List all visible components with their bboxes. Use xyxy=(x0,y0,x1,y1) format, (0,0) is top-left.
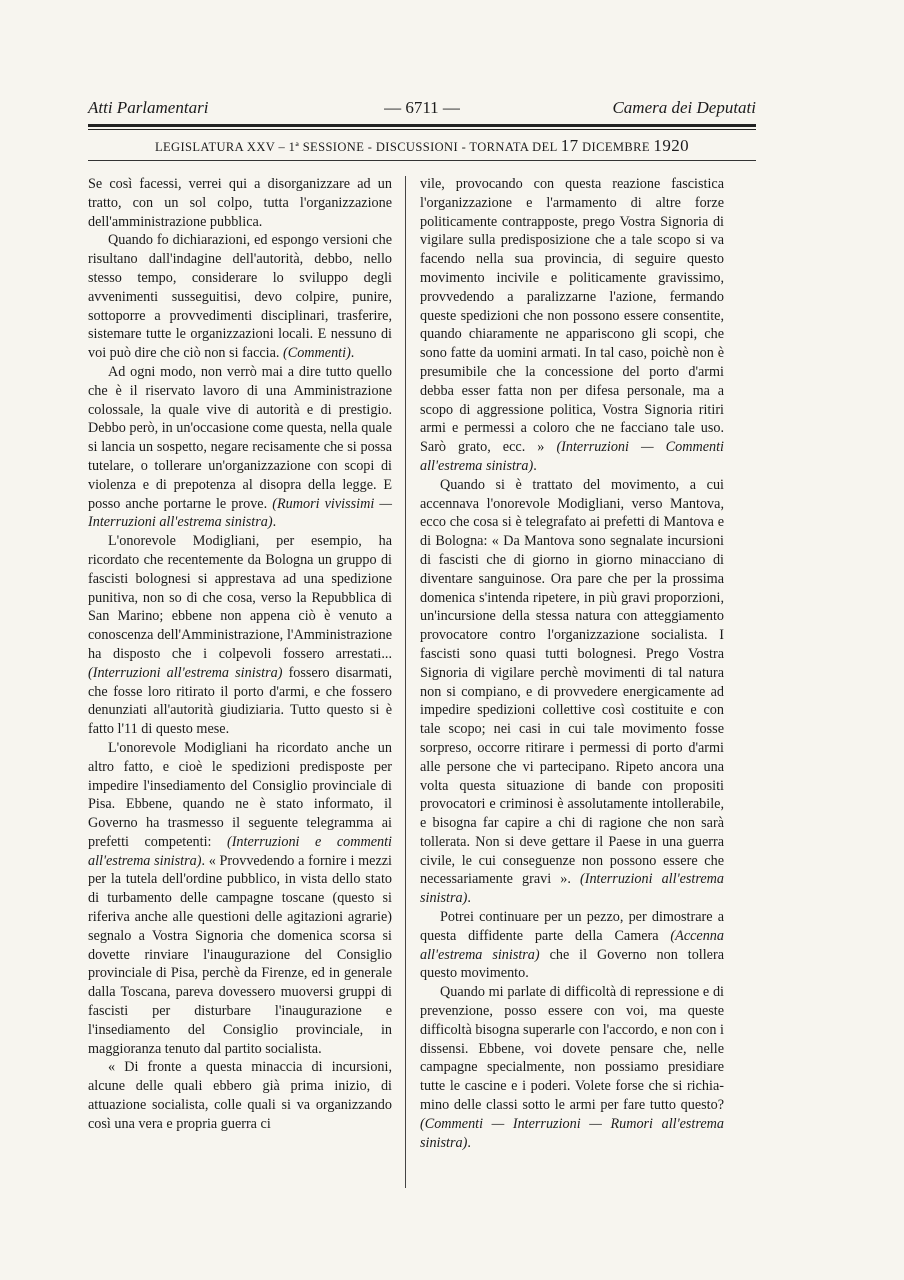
paragraph xyxy=(88,532,392,739)
stage-direction: (Interruzioni all'estrema sinistra) xyxy=(420,871,724,907)
stage-direction: (Interruzioni — Commenti all'estrema sinistra) xyxy=(420,439,724,474)
paragraph-text: Quando fo dichiarazioni, ed espongo versioni che risultano dall'indagine dell'autorità, debbo, nello stesso tempo, considerare lo sviluppo degli avvenimenti susseguitisi, devo colpire, punire, sottoporre a provvedimenti disciplinari, trasferire, sistemare tutte le organizzazioni locali. E nessuno di voi può dire che ciò non si faccia. xyxy=(88,232,392,362)
session-prefix: LEGISLATURA XXV – 1ª SESSIONE - DISCUSSIONI - TORNATA DEL xyxy=(154,140,558,154)
stage-direction: (Interruzioni e commenti all'estrema sinistra) xyxy=(88,833,392,869)
session-line xyxy=(88,136,756,156)
stage-direction: (Commenti — Interruzioni — Rumori all'estrema sinistra) xyxy=(420,1115,724,1151)
paragraph-text: Quando si è trattato del movimento, a cui accennava l'onorevole Modigliani, verso Mantova, ecco che cosa si è telegrafato ai prefetti di Mantova e di Bologna: « Da Mantova sono segnalate incursioni di fascisti che di giorno in giorno minacciano di diventare sanguinose. Ora pare che per la prossima domenica s'intenda ripetere, in più gravi proporzioni, un'incursione della stessa natura con atteggiamento provocatore contro l'organizzazione socialista. I fascisti sono quasi tutti bolognesi. Prego Vostra Signoria di vigilare perchè movimenti di tal natura non si compiano, e di provvedere energicamente ad impedire spedizioni collettive così costituite e con tale scopo; nei casi in cui tale movimento fosse sorpreso, occorre ritirare i permessi di porto d'armi alle persone che vi partecipano. Ripeto ancora una volta questa situazione di bande con propositi provocatori e criminosi è assolutamente intollerabile, e bisogna far capire a chi di ragione che non sarà tollerata. Non si deve gettare il Paese in una guerra civile, le cui conseguenze non possono essere che necessariamente gravi ». xyxy=(420,476,724,888)
paragraph xyxy=(88,231,392,363)
paragraph xyxy=(88,1058,392,1133)
paragraph xyxy=(88,363,392,532)
column-divider xyxy=(405,176,406,1188)
paragraph-text: « Di fronte a questa minaccia di incursioni, alcune delle quali ebbero già prima inizio, di attuazione socialista, colle quali si va organizzando così una vera e propria guerra ci xyxy=(88,1059,392,1132)
paragraph xyxy=(420,476,724,908)
paragraph xyxy=(420,908,724,983)
page-number: — 6711 — xyxy=(384,98,460,117)
paragraph-text-tail: che il Governo non tollera questo movimento. xyxy=(420,946,724,982)
paragraph-text: Ad ogni modo, non verrò mai a dire tutto quello che è il riservato lavoro di una Amministrazione colossale, la quale vive di autorità e di prestigio. Debbo però, in un'occasione come questa, nella quale si lancia un sospetto, negare recisamente che si possa tutelare, o tollerare un'organizzazione con scopi di violenza e di prepotenza al disopra della legge. E posso anche portarne le prove. xyxy=(88,363,392,512)
stage-direction: (Interruzioni all'estrema sinistra) xyxy=(88,664,283,681)
left-column xyxy=(88,175,392,1134)
stage-direction: (Commenti) xyxy=(283,345,351,362)
paragraph-text: Potrei continuare per un pezzo, per dimostrare a questa diffidente parte della Camera xyxy=(420,909,724,944)
paragraph-text-tail: . xyxy=(533,457,537,474)
paragraph-text: Se così facessi, verrei qui a disorganizzare ad un tratto, con un sol colpo, tutta l'organizzazione dell'amministrazione pubblica. xyxy=(88,176,392,230)
paragraph-text-tail: . xyxy=(467,1134,471,1151)
session-month: DICEMBRE xyxy=(582,140,650,154)
session-day: 17 xyxy=(560,136,579,155)
session-rule xyxy=(88,160,756,161)
stage-direction: (Rumori vivissimi — Interruzioni all'estrema sinistra) xyxy=(88,495,392,531)
paragraph-text: vile, provocando con questa reazione fascistica l'organizzazione e l'armamento di altre forze politicamente contrapposte, prego Vostra Signoria di vigilare sulla predisposizione che a tale scopo si va facendo nella sua provincia, di seguire questo movimento incivile e politicamente gravissimo, provvedendo a paralizzarne l'azione, fermando queste spedizioni che non possono essere consentite, quando chiaramente ne appariscono gli scopi, che sono fatte da uomini armati. In tal caso, poichè non è presumibile che la concessione del porto d'armi debba esser fatta non per difesa personale, ma a scopo di aggressione politica, Vostra Signoria ritiri armi e permessi a coloro che ne facciano tale uso. Sarò grato, ecc. » xyxy=(420,176,724,456)
paragraph xyxy=(88,175,392,231)
paragraph-text: Quando mi parlate di difficoltà di repressione e di prevenzione, posso essere con voi, ma queste difficoltà bisogna superarle con l'accordo, e non con i dissensi. Ebbene, voi dovete pensare che, nelle campagne specialmente, non possiamo presidiare tutte le cascine e i poderi. Volete forse che si richiamino delle classi sotto le armi per fare tutto questo? xyxy=(420,984,724,1114)
session-year: 1920 xyxy=(653,136,690,155)
paragraph-text-tail: . xyxy=(272,514,277,531)
paragraph-text-tail: . xyxy=(350,345,355,362)
paragraph xyxy=(88,739,392,1059)
chamber-name: Camera dei Deputati xyxy=(612,98,756,117)
paragraph-text: L'onorevole Modigliani ha ricordato anche un altro fatto, e cioè le spedizioni predisposte per impedire l'insediamento del Consiglio provinciale di Pisa. Ebbene, quando ne è stato informato, il Governo ha trasmesso il seguente telegramma ai prefetti competenti: xyxy=(88,739,392,850)
paragraph-text-tail: fossero disarmati, che fosse loro ritirato il porto d'armi, e che fossero denunziati all'autorità giudiziaria. Tutto questo si è fatto l'11 di questo mese. xyxy=(88,664,392,738)
right-column xyxy=(420,175,724,1152)
running-head xyxy=(88,98,756,122)
paragraph-text: L'onorevole Modigliani, per esempio, ha ricordato che recentemente da Bologna un gruppo di fascisti bolognesi si apprestava ad una spedizione punitiva, non so di che cosa, verso la Repubblica di San Marino; ebbene non appena ciò è venuto a conoscenza dell'Amministrazione, l'Amministrazione ha disposto che i colpevoli fossero arrestati... xyxy=(88,533,392,662)
paragraph-text-tail: . « Provvedendo a fornire i mezzi per la tutela dell'ordine pubblico, in vista dello stato di turbamento delle campagne toscane (questo si riferiva anche alle questioni delle agitazioni agrarie) segnalo a Vostra Signoria che domenica scorsa si dovette rinviare l'inaugurazione del Consiglio provinciale di Pisa, perchè da Firenze, ed in generale dalla Toscana, pareva dovessero muoversi gruppi di fascisti per disturbare l'inaugurazione e l'insediamento del Consiglio provinciale, in maggioranza tenuto dal partito socialista. xyxy=(88,852,392,1057)
publication-title: Atti Parlamentari xyxy=(88,98,209,117)
paragraph xyxy=(420,175,724,476)
paragraph-text-tail: . xyxy=(467,890,471,907)
header-rule-thin xyxy=(88,129,756,130)
paragraph xyxy=(420,983,724,1152)
header-rule-thick xyxy=(88,124,756,127)
stage-direction: (Accenna all'estrema sinistra) xyxy=(420,927,724,963)
